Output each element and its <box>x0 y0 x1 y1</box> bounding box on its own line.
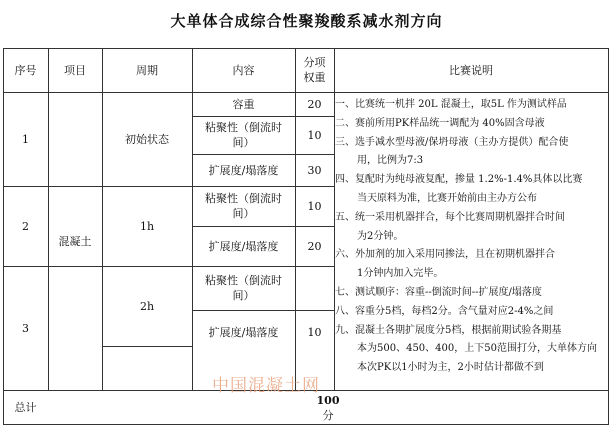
total-label: 总计 <box>14 400 37 414</box>
weight-cohesion-initial: 10 <box>307 128 322 142</box>
content-slump-1h: 扩展度/塌落度 <box>208 239 279 253</box>
header-weight-line2: 权重 <box>303 71 326 84</box>
description-line: 本次PK以1小时为主，2小时估计都做不到 <box>357 362 544 374</box>
description-line: 当天原料为准，比赛开始前由主办方公布 <box>357 192 537 204</box>
description-line: 本为500、450、400，上下50范围打分，大单体方向 <box>357 343 597 355</box>
content-cohesion-2h: 粘聚性（倒流时间） <box>205 274 282 302</box>
header-description: 比赛说明 <box>449 63 493 77</box>
description-line: 用，比例为7:3 <box>357 155 424 167</box>
row-index-2: 2 <box>22 219 29 233</box>
description-line: 八、容重分5档，每档2分。含气量对应2-4%之间 <box>335 305 554 317</box>
header-item: 项目 <box>64 63 86 77</box>
weight-slump-1h: 20 <box>307 239 322 253</box>
total-unit: 分 <box>322 409 334 422</box>
header-index: 序号 <box>14 63 37 77</box>
content-slump-2h: 扩展度/塌落度 <box>208 325 279 339</box>
weight-cohesion-1h: 10 <box>307 199 322 213</box>
period-1h: 1h <box>139 219 155 233</box>
description-line: 九、混凝土各期扩展度分5档，根据前期试验各期基 <box>335 324 562 336</box>
description-line: 四、复配时为纯母液复配，掺量 1.2%-1.4%具体以比赛 <box>335 174 583 186</box>
document-title: 大单体合成综合性聚羧酸系减水剂方向 <box>170 12 443 30</box>
period-initial: 初始状态 <box>125 132 169 146</box>
total-number: 100 <box>316 394 340 407</box>
content-cohesion-1h: 粘聚性（倒流时间） <box>205 192 282 220</box>
weight-cohesion-2h <box>295 266 334 310</box>
row-index-3: 3 <box>22 321 29 335</box>
content-slump-initial: 扩展度/塌落度 <box>208 163 279 177</box>
description-line: 1分钟内加入完毕。 <box>357 268 444 280</box>
description-line: 一、比赛统一机拌 20L 混凝土，取5L 作为测试样品 <box>335 99 567 110</box>
content-cohesion-initial: 粘聚性（倒流时间） <box>205 121 282 149</box>
description-line: 三、选手减水型母液/保坍母液（主办方提供）配合使 <box>335 136 569 148</box>
header-weight <box>295 48 334 92</box>
description-block <box>335 96 609 378</box>
weight-bulk-density: 20 <box>307 97 322 111</box>
item-name: 混凝土 <box>58 234 92 248</box>
content-bulk-density: 容重 <box>232 97 255 111</box>
period-2h: 2h <box>139 299 155 313</box>
description-line: 七、测试顺序：容重--倒流时间--扩展度/塌落度 <box>335 286 542 298</box>
header-period: 周期 <box>136 63 158 77</box>
description-line: 二、赛前所用PK样品统一调配为 40%固含母液 <box>335 117 545 129</box>
description-line: 为2分钟。 <box>357 230 404 242</box>
total-value <box>48 393 608 423</box>
description-line: 六、外加剂的加入采用同掺法，且在初期机器拌合 <box>335 249 555 261</box>
watermark: 中国混凝土网 <box>212 376 320 396</box>
header-weight-line1: 分项 <box>303 56 326 69</box>
description-line: 五、统一采用机器拌合，每个比赛周期机器拌合时间 <box>335 211 565 223</box>
row-index-1: 1 <box>22 132 29 146</box>
weight-slump-2h: 10 <box>307 325 322 339</box>
header-content: 内容 <box>232 63 255 77</box>
weight-slump-initial: 30 <box>307 163 322 177</box>
